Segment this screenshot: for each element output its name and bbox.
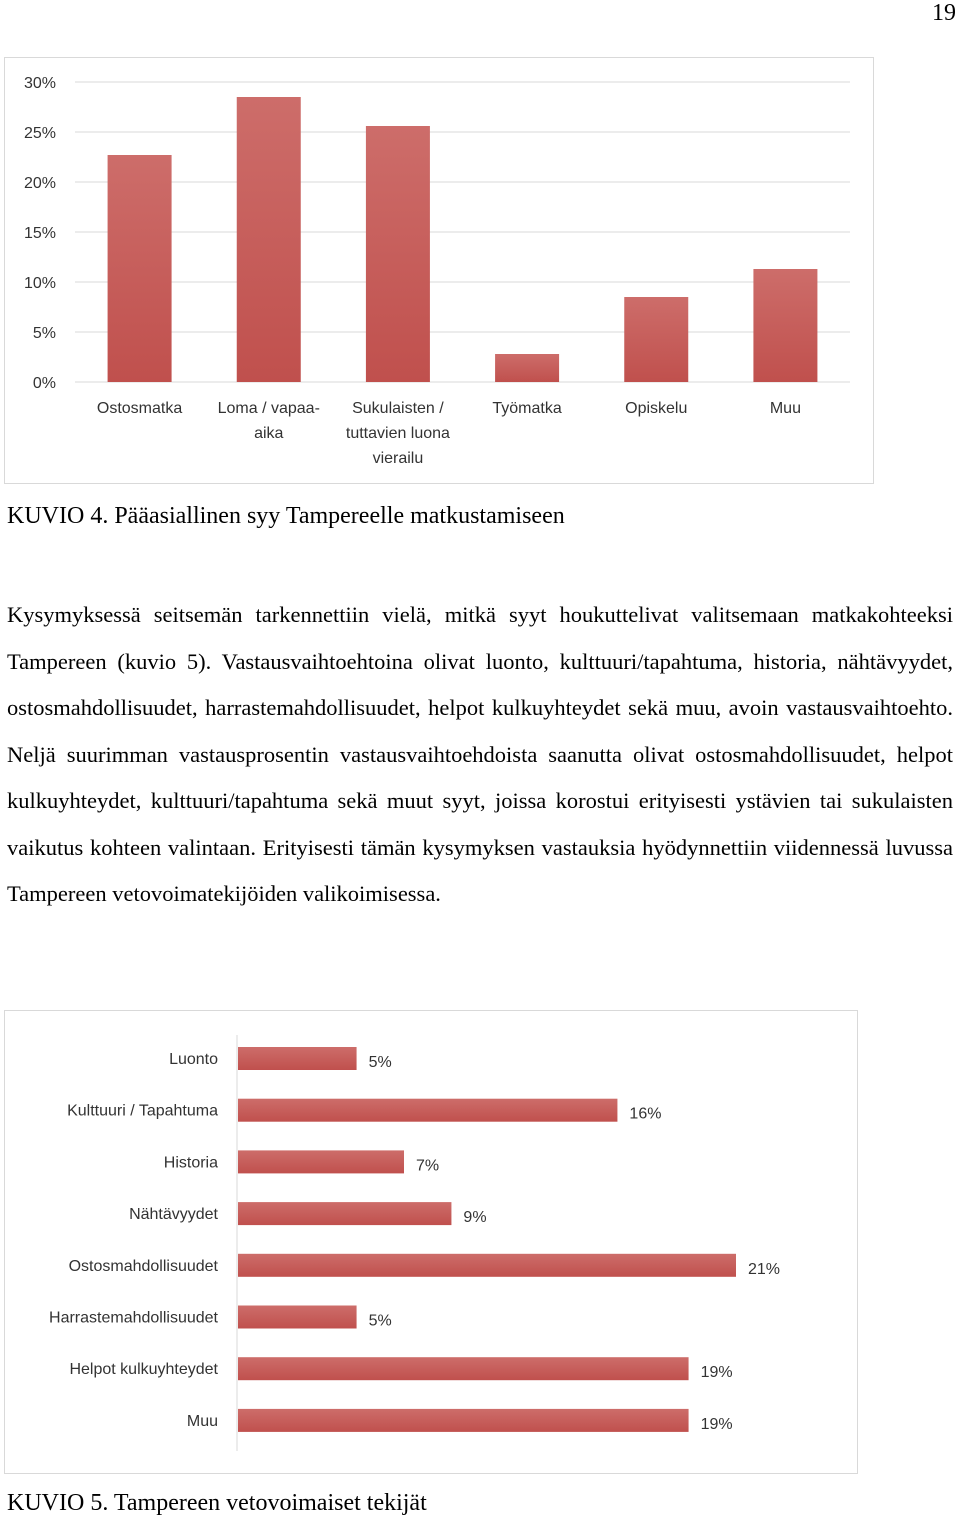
- y-tick-label: 0%: [32, 375, 56, 392]
- value-label: 21%: [748, 1260, 781, 1278]
- y-tick-label: 30%: [23, 75, 56, 92]
- bar: [237, 97, 301, 382]
- bar: [366, 126, 430, 382]
- bar: [238, 1357, 689, 1380]
- bar: [238, 1202, 451, 1225]
- y-category-label: Ostosmahdollisuudet: [68, 1257, 218, 1275]
- y-tick-label: 15%: [23, 225, 56, 242]
- y-category-label: Muu: [186, 1412, 218, 1430]
- value-label: 19%: [700, 1415, 733, 1433]
- bar: [238, 1099, 617, 1122]
- x-category-label: Loma / vapaa-aika: [217, 400, 320, 442]
- body-paragraph: Kysymyksessä seitsemän tarkennettiin vielä, mitkä syyt houkuttelivat valitsemaan matkakohteeksi Tampereen (kuvio 5). Vastausvaihtoehtoina olivat luonto, kulttuuri/tapahtuma, historia, nähtävyydet, ostosmahdollisuudet, harrastemahdollisuudet, helpot kulkuyhteydet sekä muu, avoin vastausvaihtoehto. Neljä suurimman vastausprosentin vastausvaihtoehdoista saanutta olivat ostosmahdollisuudet, helpot kulkuyhteydet, kulttuuri/tapahtuma sekä muut syyt, joissa korostui erityisesti ystävien tai sukulaisten vaikutus kohteen valintaan. Erityisesti tämän kysymyksen vastauksia hyödynnettiin viidennessä luvussa Tampereen vetovoimatekijöiden valikoimisessa.: [7, 602, 953, 906]
- y-tick-label: 25%: [23, 125, 56, 142]
- y-tick-label: 20%: [23, 175, 56, 192]
- x-category-label: Muu: [769, 400, 801, 417]
- value-label: 19%: [700, 1364, 733, 1382]
- value-label: 9%: [463, 1209, 487, 1227]
- x-category-label: Opiskelu: [625, 400, 688, 417]
- figure-4-caption: KUVIO 4. Pääasiallinen syy Tampereelle matkustamiseen: [7, 503, 565, 529]
- x-category-label: Ostosmatka: [96, 400, 183, 417]
- value-label: 5%: [368, 1312, 392, 1330]
- bar: [238, 1254, 736, 1277]
- y-category-label: Historia: [163, 1154, 218, 1172]
- y-tick-label: 10%: [23, 275, 56, 292]
- value-label: 5%: [368, 1054, 392, 1071]
- y-category-label: Nähtävyydet: [129, 1206, 218, 1224]
- value-label: 7%: [416, 1157, 440, 1175]
- bar: [238, 1306, 357, 1329]
- y-tick-label: 5%: [32, 325, 56, 342]
- reason-chart-frame: [4, 57, 874, 484]
- page-number: 19: [932, 0, 956, 26]
- bar: [624, 297, 688, 382]
- bar: [238, 1150, 404, 1173]
- bar: [495, 354, 559, 382]
- attraction-chart-frame: [4, 1010, 858, 1474]
- y-category-label: Helpot kulkuyhteydet: [69, 1361, 218, 1379]
- x-category-label: Työmatka: [492, 400, 562, 417]
- y-category-label: Kulttuuri / Tapahtuma: [67, 1102, 218, 1120]
- figure-5-caption: KUVIO 5. Tampereen vetovoimaiset tekijät: [7, 1490, 427, 1516]
- y-category-label: Luonto: [169, 1051, 218, 1068]
- value-label: 16%: [629, 1105, 662, 1123]
- attraction-bar-chart: [5, 1011, 857, 1473]
- bar: [753, 269, 817, 382]
- y-category-label: Harrastemahdollisuudet: [49, 1309, 218, 1327]
- bar: [238, 1409, 689, 1432]
- reason-bar-chart: [5, 58, 873, 483]
- x-category-label: Sukulaisten / tuttavien luona vierailu: [345, 400, 450, 467]
- bar: [238, 1047, 357, 1070]
- bar: [108, 155, 172, 382]
